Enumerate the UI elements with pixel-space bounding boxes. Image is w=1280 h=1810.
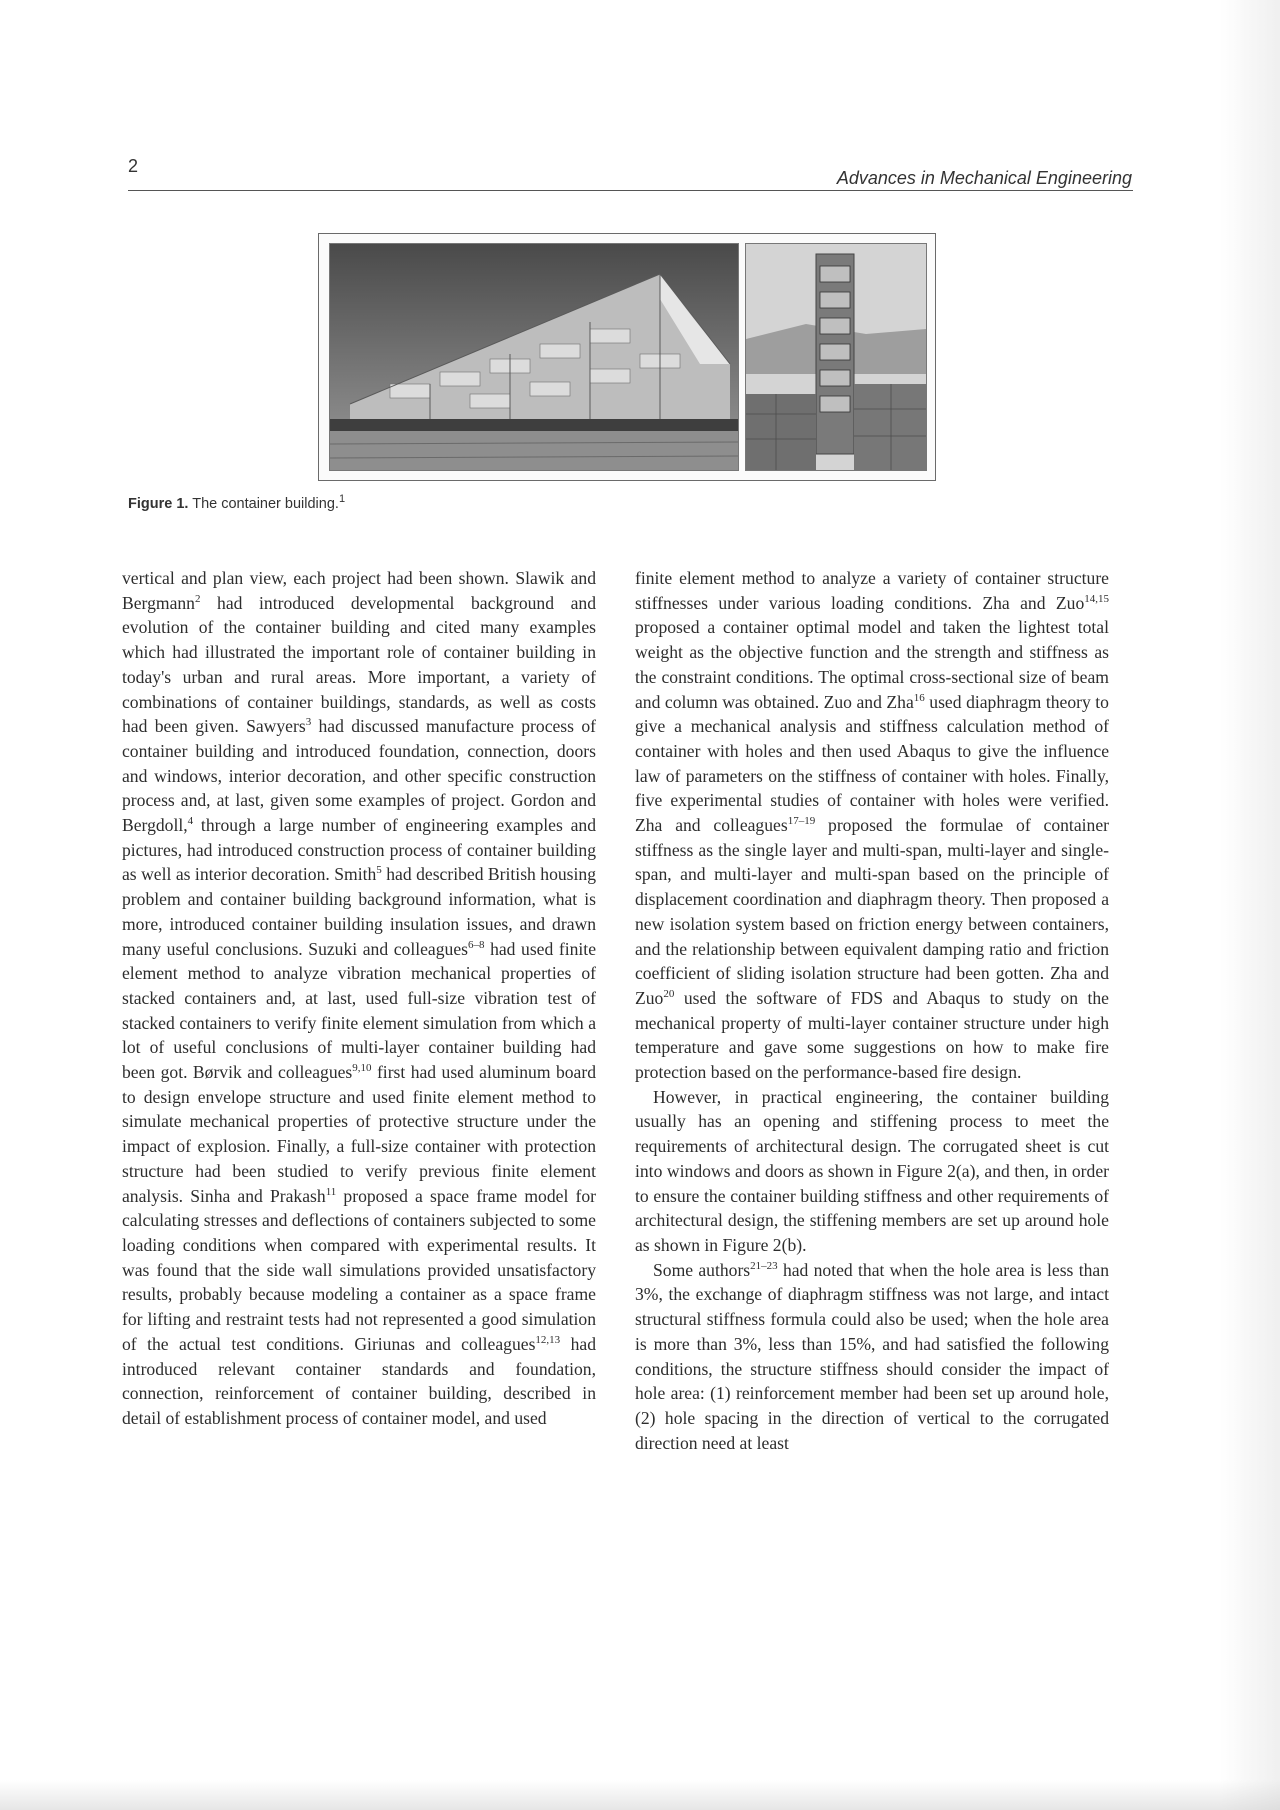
paragraph: [635, 1258, 1109, 1456]
citation: 20: [663, 988, 675, 1001]
container-building-photo-wide: [329, 243, 739, 471]
text-run: vertical and plan view, each project had been shown. Slawik and Bergmann: [122, 568, 596, 613]
figure-caption-text: The container building.: [192, 496, 339, 512]
citation: 11: [325, 1185, 337, 1198]
citation: 4: [187, 815, 194, 828]
figure-label: Figure 1.: [128, 496, 189, 512]
citation: 14,15: [1084, 592, 1109, 605]
paragraph: [635, 566, 1109, 1085]
scan-shadow-bottom: [0, 1780, 1280, 1810]
header-rule: [128, 190, 1133, 191]
text-run: used diaphragm theory to give a mechanical analysis and stiffness calculation method of container with holes and then used Abaqus to give the influence law of parameters on the stiffness of container with holes. Finally, five experimental studies of container with holes were verified. Zha and colleagues: [635, 691, 1109, 836]
citation: 2: [194, 592, 201, 605]
text-run: had described British housing problem and container building background information, what is more, introduced container building insulation issues, and drawn many useful conclusions. Suzuki and colleagues: [122, 864, 596, 959]
text-run: finite element method to analyze a variety of container structure stiffnesses under various loading conditions. Zha and Zuo: [635, 568, 1109, 613]
citation: 5: [376, 864, 382, 877]
page-number: 2: [128, 156, 139, 176]
journal-title: Advances in Mechanical Engineering: [836, 168, 1132, 188]
text-run: had introduced developmental background and evolution of the container building and cited many examples which had illustrated the important role of container building in today's urban and rural areas. More important, a variety of combinations of container buildings, standards, as well as costs had been given. Sawyers: [122, 592, 596, 737]
text-run: used the software of FDS and Abaqus to study on the mechanical property of multi-layer container structure under high temperature and gave some suggestions on how to make fire protection based on the performance-based fire design.: [635, 987, 1109, 1083]
text-run: proposed a container optimal model and taken the lightest total weight as the objective function and the strength and stiffness as the constraint conditions. The optimal cross-sectional size of beam and column was obtained. Zuo and Zha: [635, 617, 1109, 712]
citation: 12,13: [535, 1333, 561, 1346]
figure-caption: [128, 493, 346, 512]
text-run: had introduced relevant container standards and foundation, connection, reinforcement of container building, described in detail of establishment process of container model, and used: [122, 1333, 596, 1428]
text-column-right: [635, 566, 1109, 1455]
text-run: Some authors: [653, 1259, 751, 1280]
citation: 21–23: [750, 1259, 778, 1272]
text-run: through a large number of engineering examples and pictures, had introduced construction process of container building as well as interior decoration. Smith: [122, 815, 596, 885]
citation: 16: [913, 691, 925, 704]
citation: 17–19: [787, 815, 816, 828]
text-run: first had used aluminum board to design envelope structure and used finite element method to simulate mechanical properties of protective structure under the impact of explosion. Finally, a full-size container with protection structure had been studied to verify previous finite element analysis. Sinha and Prakash: [122, 1062, 596, 1206]
paragraph: However, in practical engineering, the container building usually has an opening and stiffening process to meet the requirements of architectural design. The corrugated sheet is cut into windows and doors as shown in Figure 2(a), and then, in order to ensure the container building stiffness and other requirements of architectural design, the stiffening members are set up around hole as shown in Figure 2(b).: [635, 1086, 1109, 1255]
text-run: had discussed manufacture process of container building and introduced foundation, connection, doors and windows, interior decoration, and other specific construction process and, at last, given some examples of project. Gordon and Bergdoll,: [122, 716, 596, 836]
paragraph: [122, 566, 596, 1431]
citation: 3: [305, 716, 312, 729]
text-column-left: [122, 566, 596, 1431]
text-run: had noted that when the hole area is less than 3%, the exchange of diaphragm stiffness was not large, and intact structural stiffness formula could also be used; when the hole area is more than 3%, less than 15%, and had satisfied the following conditions, the structure stiffness should consider the impact of hole area: (1) reinforcement member had been set up around hole, (2) hole spacing in the direction of vertical to the corrugated direction need at least: [635, 1259, 1109, 1453]
citation: 9,10: [352, 1062, 372, 1075]
citation: 6–8: [467, 938, 485, 951]
scan-shadow-right: [1220, 0, 1280, 1810]
citation: 1: [338, 493, 346, 506]
container-tower-photo: [745, 243, 927, 471]
text-run: proposed a space frame model for calculating stresses and deflections of containers subjected to some loading conditions when compared with experimental results. It was found that the side wall simulations provided unsatisfactory results, probably because modeling a container as a space frame for lifting and restraint tests had not represented a good simulation of the actual test conditions. Giriunas and colleagues: [122, 1185, 596, 1354]
text-run: had used finite element method to analyze vibration mechanical properties of stacked containers and, at last, used full-size vibration test of stacked containers to verify finite element simulation from which a lot of useful conclusions of multi-layer container building had been got. Børvik and colleagues: [122, 938, 596, 1083]
figure-1: [318, 233, 936, 481]
text-run: proposed the formulae of container stiffness as the single layer and multi-span, multi-layer and single-span, and multi-layer and multi-span based on the principle of displacement coordination and diaphragm theory. Then proposed a new isolation system based on friction energy between containers, and the relationship between equivalent damping ratio and friction coefficient of sliding isolation structure had been gotten. Zha and Zuo: [635, 815, 1109, 1008]
